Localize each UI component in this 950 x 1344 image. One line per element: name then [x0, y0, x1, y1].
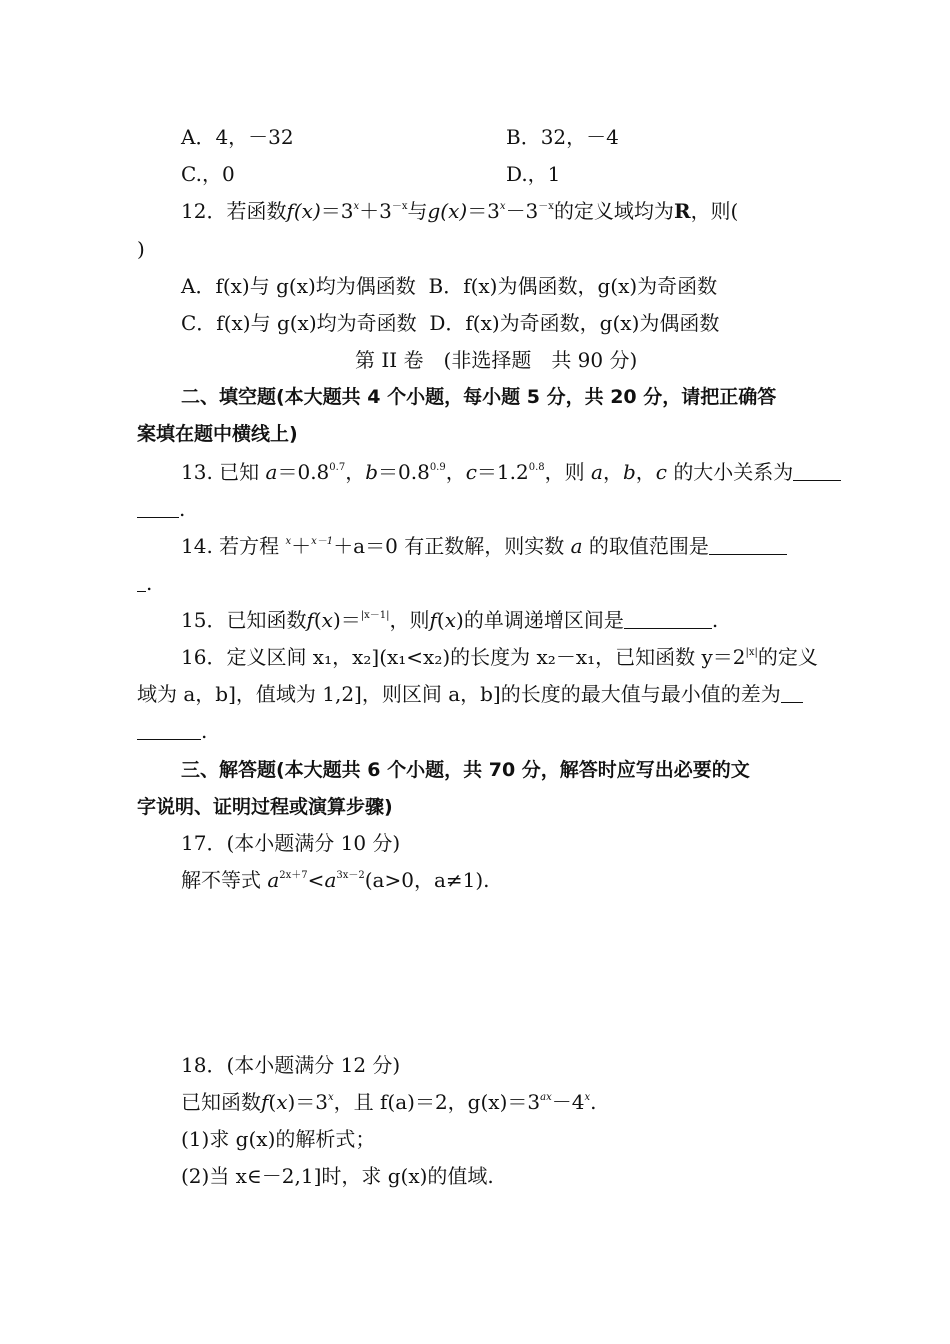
q11-option-a: A．4，－32 [181, 125, 294, 149]
q18-given: 已知函数$f(x)=3^x$，且 f(a)＝2，$g(x)=3^{ax}-4^x$. [181, 1090, 597, 1114]
q16-stem: 16．定义区间 x₁，x₂](x₁<x₂)的长度为 x₂－x₁，已知函数 $y=2^{|x|}$的定义 [181, 645, 818, 669]
q14-blank-cont[interactable] [137, 573, 146, 592]
q14-blank[interactable] [709, 536, 787, 555]
q18-part-2: (2)当 x∈－2,1]时，求 g(x)的值域. [181, 1164, 494, 1188]
section-2-title: 第 II 卷 (非选择题 共 90 分) [355, 348, 638, 372]
q13-blank[interactable] [793, 462, 841, 481]
q18-title: 18．(本小题满分 12 分) [181, 1053, 401, 1077]
q11-option-b: B．32，－4 [506, 125, 619, 149]
q11-option-c: C.，0 [181, 162, 235, 186]
q16-end: . [137, 718, 207, 744]
q12-option-c-d: C．f(x)与 g(x)均为奇函数 D．f(x)为奇函数，g(x)为偶函数 [181, 311, 720, 335]
q13-end: . [137, 496, 185, 522]
q13-blank-cont[interactable] [137, 499, 179, 518]
q14-end: . [137, 570, 152, 596]
q12-paren: ) [137, 237, 145, 261]
q18-part-1: (1)求 g(x)的解析式； [181, 1127, 376, 1151]
q16-stem-cont: 域为 a，b]，值域为 1,2]，则区间 a，b]的长度的最大值与最小值的差为 [137, 681, 803, 707]
fill-in-heading: 二、填空题(本大题共 4 个小题，每小题 5 分，共 20 分，请把正确答 [181, 386, 777, 408]
q16-blank[interactable] [781, 684, 803, 703]
q17-title: 17．(本小题满分 10 分) [181, 831, 401, 855]
q17-stem: 解不等式 $a^{2x+7}<a^{3x-2}(a>0$，a≠1). [181, 868, 490, 892]
q12-option-a-b: A．f(x)与 g(x)均为偶函数 B．f(x)为偶函数，g(x)为奇函数 [181, 274, 718, 298]
q16-blank-cont[interactable] [137, 721, 201, 740]
q14-stem: 14. 若方程 $^x$＋$^{x-1}$＋a＝0 有正数解，则实数 a 的取值范围是 [181, 533, 787, 559]
q12-stem: 12．若函数$f(x)=3^x+3^{-x}$与$g(x)=3^x-3^{-x}$的定义域均为R，则( [181, 199, 739, 223]
fill-in-heading-cont: 案填在题中横线上) [137, 423, 298, 445]
q13-stem: 13. 已知 $a=0.8^{0.7}$，$b=0.8^{0.9}$，$c=1.2^{0.8}$，则 a，b，c 的大小关系为 [181, 459, 841, 485]
q11-option-d: D.，1 [506, 162, 561, 186]
answer-heading-cont: 字说明、证明过程或演算步骤) [137, 796, 393, 818]
q15-blank[interactable] [624, 610, 712, 629]
answer-heading: 三、解答题(本大题共 6 个小题，共 70 分，解答时应写出必要的文 [181, 759, 750, 781]
q15-stem: 15．已知函数f(x)＝$^{|x-1|}$，则f(x)的单调递增区间是 . [181, 608, 719, 632]
